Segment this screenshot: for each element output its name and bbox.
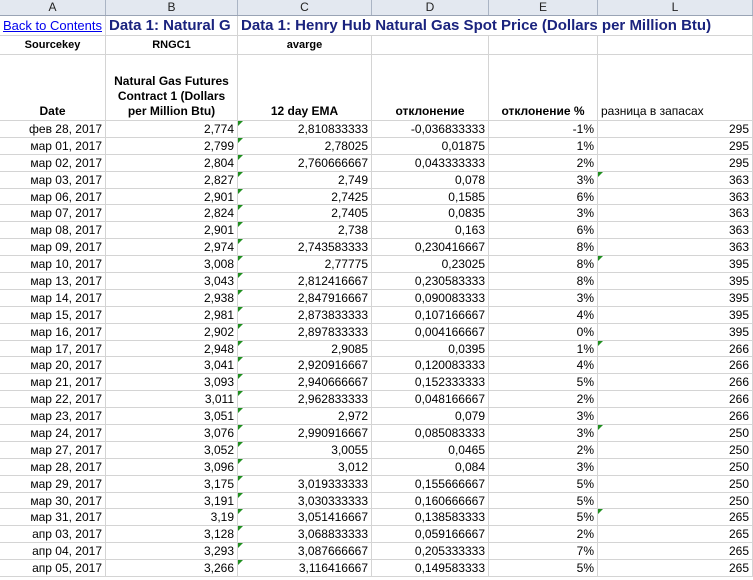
table-row <box>0 222 753 239</box>
cell-deviation-pct[interactable]: 2% <box>489 155 598 172</box>
cell-ema[interactable]: 3,087666667 <box>238 543 372 560</box>
data-rows <box>0 121 753 577</box>
cell-l2[interactable] <box>598 36 753 55</box>
header-price[interactable]: Natural Gas Futures Contract 1 (Dollars per Million Btu) <box>106 55 238 121</box>
row-headers <box>0 55 753 121</box>
cell-ema[interactable]: 3,116416667 <box>238 560 372 577</box>
table-row <box>0 526 753 543</box>
cell-storage-diff[interactable]: 266 <box>598 341 753 358</box>
cell-deviation-pct[interactable]: 2% <box>489 391 598 408</box>
cell-deviation-pct[interactable]: 7% <box>489 543 598 560</box>
table-row <box>0 442 753 459</box>
cell-c2[interactable]: avarge <box>238 36 372 55</box>
cell-date[interactable]: мар 02, 2017 <box>0 155 106 172</box>
cell-storage-diff[interactable]: 266 <box>598 357 753 374</box>
cell-ema[interactable]: 3,019333333 <box>238 476 372 493</box>
cell-deviation-pct[interactable]: 5% <box>489 560 598 577</box>
cell-e2[interactable] <box>489 36 598 55</box>
cell-deviation-pct[interactable]: 3% <box>489 172 598 189</box>
cell-ema[interactable]: 2,749 <box>238 172 372 189</box>
cell-price[interactable]: 3,052 <box>106 442 238 459</box>
cell-d2[interactable] <box>372 36 489 55</box>
cell-deviation-pct[interactable]: 2% <box>489 526 598 543</box>
cell-storage-diff[interactable]: 363 <box>598 189 753 206</box>
cell-deviation[interactable]: 0,23025 <box>372 256 489 273</box>
header-storage-diff[interactable]: разница в запасах <box>598 55 753 121</box>
cell-price[interactable]: 3,043 <box>106 273 238 290</box>
cell-storage-diff[interactable]: 250 <box>598 493 753 510</box>
cell-deviation[interactable]: 0,230416667 <box>372 239 489 256</box>
cell-price[interactable]: 3,093 <box>106 374 238 391</box>
cell-ema[interactable]: 3,012 <box>238 459 372 476</box>
cell-deviation-pct[interactable]: 3% <box>489 408 598 425</box>
column-header-l[interactable]: L <box>598 0 753 15</box>
cell-date[interactable]: мар 20, 2017 <box>0 357 106 374</box>
cell-deviation[interactable]: 0,152333333 <box>372 374 489 391</box>
cell-storage-diff[interactable]: 363 <box>598 239 753 256</box>
table-row <box>0 476 753 493</box>
cell-deviation[interactable]: 0,0835 <box>372 205 489 222</box>
cell-storage-diff[interactable]: 363 <box>598 205 753 222</box>
cell-storage-diff[interactable]: 250 <box>598 476 753 493</box>
cell-deviation[interactable]: 0,043333333 <box>372 155 489 172</box>
cell-date[interactable]: мар 29, 2017 <box>0 476 106 493</box>
cell-storage-diff[interactable]: 265 <box>598 509 753 526</box>
cell-deviation[interactable]: 0,1585 <box>372 189 489 206</box>
cell-deviation-pct[interactable]: 8% <box>489 273 598 290</box>
cell-date[interactable]: апр 04, 2017 <box>0 543 106 560</box>
table-row <box>0 459 753 476</box>
cell-c1[interactable]: Data 1: Henry Hub Natural Gas Spot Price (Dollars per Million Btu) <box>238 16 619 36</box>
cell-price[interactable]: 3,128 <box>106 526 238 543</box>
cell-ema[interactable]: 3,051416667 <box>238 509 372 526</box>
cell-deviation[interactable]: 0,0465 <box>372 442 489 459</box>
cell-price[interactable]: 2,901 <box>106 222 238 239</box>
cell-storage-diff[interactable]: 395 <box>598 307 753 324</box>
cell-date[interactable]: мар 27, 2017 <box>0 442 106 459</box>
cell-date[interactable]: мар 10, 2017 <box>0 256 106 273</box>
cell-b1[interactable]: Data 1: Natural G <box>106 16 238 36</box>
cell-date[interactable]: мар 23, 2017 <box>0 408 106 425</box>
cell-deviation[interactable]: 0,230583333 <box>372 273 489 290</box>
cell-deviation[interactable]: 0,004166667 <box>372 324 489 341</box>
cell-date[interactable]: мар 24, 2017 <box>0 425 106 442</box>
table-row <box>0 543 753 560</box>
cell-deviation-pct[interactable]: 2% <box>489 442 598 459</box>
table-row <box>0 290 753 307</box>
cell-ema[interactable]: 2,940666667 <box>238 374 372 391</box>
table-row <box>0 307 753 324</box>
cell-deviation-pct[interactable]: 3% <box>489 205 598 222</box>
table-row <box>0 341 753 358</box>
cell-date[interactable]: мар 06, 2017 <box>0 189 106 206</box>
cell-deviation[interactable]: 0,149583333 <box>372 560 489 577</box>
cell-deviation-pct[interactable]: 1% <box>489 341 598 358</box>
cell-deviation-pct[interactable]: 1% <box>489 138 598 155</box>
cell-deviation-pct[interactable]: 5% <box>489 509 598 526</box>
cell-deviation[interactable]: 0,059166667 <box>372 526 489 543</box>
cell-ema[interactable]: 2,9085 <box>238 341 372 358</box>
cell-price[interactable]: 2,774 <box>106 121 238 138</box>
cell-price[interactable]: 2,824 <box>106 205 238 222</box>
cell-date[interactable]: мар 01, 2017 <box>0 138 106 155</box>
cell-ema[interactable]: 2,810833333 <box>238 121 372 138</box>
table-row <box>0 493 753 510</box>
column-header-b[interactable]: B <box>106 0 238 15</box>
table-row <box>0 239 753 256</box>
cell-deviation-pct[interactable]: 5% <box>489 374 598 391</box>
cell-storage-diff[interactable]: 395 <box>598 256 753 273</box>
cell-ema[interactable]: 2,7405 <box>238 205 372 222</box>
cell-deviation[interactable]: 0,079 <box>372 408 489 425</box>
cell-ema[interactable]: 2,897833333 <box>238 324 372 341</box>
cell-storage-diff[interactable]: 266 <box>598 408 753 425</box>
cell-ema[interactable]: 3,030333333 <box>238 493 372 510</box>
cell-ema[interactable]: 2,78025 <box>238 138 372 155</box>
cell-ema[interactable]: 2,972 <box>238 408 372 425</box>
cell-storage-diff[interactable]: 395 <box>598 273 753 290</box>
cell-price[interactable]: 3,051 <box>106 408 238 425</box>
cell-deviation[interactable]: 0,0395 <box>372 341 489 358</box>
cell-ema[interactable]: 2,743583333 <box>238 239 372 256</box>
row-title <box>0 16 753 36</box>
table-row <box>0 374 753 391</box>
cell-deviation-pct[interactable]: -1% <box>489 121 598 138</box>
cell-deviation-pct[interactable]: 8% <box>489 239 598 256</box>
cell-deviation[interactable]: 0,107166667 <box>372 307 489 324</box>
table-row <box>0 408 753 425</box>
table-row <box>0 391 753 408</box>
table-row <box>0 256 753 273</box>
cell-deviation[interactable]: 0,120083333 <box>372 357 489 374</box>
cell-price[interactable]: 2,948 <box>106 341 238 358</box>
header-date[interactable]: Date <box>0 55 106 121</box>
cell-deviation[interactable]: 0,160666667 <box>372 493 489 510</box>
cell-deviation[interactable]: 0,048166667 <box>372 391 489 408</box>
cell-price[interactable]: 3,266 <box>106 560 238 577</box>
cell-storage-diff[interactable]: 266 <box>598 391 753 408</box>
cell-ema[interactable]: 2,812416667 <box>238 273 372 290</box>
table-row <box>0 138 753 155</box>
cell-date[interactable]: мар 31, 2017 <box>0 509 106 526</box>
cell-deviation-pct[interactable]: 4% <box>489 357 598 374</box>
cell-storage-diff[interactable]: 265 <box>598 526 753 543</box>
table-row <box>0 189 753 206</box>
cell-b2[interactable]: RNGC1 <box>106 36 238 55</box>
cell-deviation[interactable]: 0,163 <box>372 222 489 239</box>
cell-price[interactable]: 2,938 <box>106 290 238 307</box>
cell-storage-diff[interactable]: 250 <box>598 459 753 476</box>
table-row <box>0 205 753 222</box>
cell-date[interactable]: мар 21, 2017 <box>0 374 106 391</box>
cell-ema[interactable]: 2,920916667 <box>238 357 372 374</box>
header-ema[interactable]: 12 day EMA <box>238 55 372 121</box>
cell-deviation-pct[interactable]: 5% <box>489 476 598 493</box>
cell-price[interactable]: 2,804 <box>106 155 238 172</box>
cell-ema[interactable]: 2,760666667 <box>238 155 372 172</box>
cell-deviation-pct[interactable]: 0% <box>489 324 598 341</box>
cell-storage-diff[interactable]: 395 <box>598 324 753 341</box>
cell-deviation-pct[interactable]: 3% <box>489 425 598 442</box>
cell-storage-diff[interactable]: 363 <box>598 222 753 239</box>
cell-deviation-pct[interactable]: 8% <box>489 256 598 273</box>
cell-date[interactable]: апр 05, 2017 <box>0 560 106 577</box>
cell-deviation[interactable]: -0,036833333 <box>372 121 489 138</box>
cell-ema[interactable]: 2,7425 <box>238 189 372 206</box>
header-deviation-pct[interactable]: отклонение % <box>489 55 598 121</box>
cell-storage-diff[interactable]: 363 <box>598 172 753 189</box>
cell-ema[interactable]: 2,77775 <box>238 256 372 273</box>
cell-price[interactable]: 2,902 <box>106 324 238 341</box>
back-to-contents-link[interactable]: Back to Contents <box>3 18 102 33</box>
cell-deviation[interactable]: 0,084 <box>372 459 489 476</box>
cell-deviation-pct[interactable]: 4% <box>489 307 598 324</box>
table-row <box>0 509 753 526</box>
cell-deviation-pct[interactable]: 3% <box>489 459 598 476</box>
cell-storage-diff[interactable]: 250 <box>598 425 753 442</box>
cell-price[interactable]: 2,974 <box>106 239 238 256</box>
cell-price[interactable]: 3,041 <box>106 357 238 374</box>
cell-date[interactable]: мар 15, 2017 <box>0 307 106 324</box>
cell-storage-diff[interactable]: 395 <box>598 290 753 307</box>
cell-ema[interactable]: 2,962833333 <box>238 391 372 408</box>
column-header-bar <box>0 0 753 16</box>
cell-date[interactable]: мар 14, 2017 <box>0 290 106 307</box>
cell-a2[interactable]: Sourcekey <box>0 36 106 55</box>
cell-deviation-pct[interactable]: 6% <box>489 189 598 206</box>
cell-price[interactable]: 3,191 <box>106 493 238 510</box>
cell-deviation[interactable]: 0,155666667 <box>372 476 489 493</box>
cell-deviation-pct[interactable]: 5% <box>489 493 598 510</box>
cell-date[interactable]: мар 07, 2017 <box>0 205 106 222</box>
cell-deviation-pct[interactable]: 6% <box>489 222 598 239</box>
cell-date[interactable]: мар 17, 2017 <box>0 341 106 358</box>
cell-deviation[interactable]: 0,01875 <box>372 138 489 155</box>
table-row <box>0 357 753 374</box>
cell-a1[interactable] <box>0 16 106 36</box>
cell-date[interactable]: мар 13, 2017 <box>0 273 106 290</box>
cell-ema[interactable]: 3,0055 <box>238 442 372 459</box>
cell-date[interactable]: фев 28, 2017 <box>0 121 106 138</box>
cell-grid <box>0 16 753 577</box>
cell-deviation[interactable]: 0,090083333 <box>372 290 489 307</box>
cell-storage-diff[interactable]: 265 <box>598 543 753 560</box>
header-deviation[interactable]: отклонение <box>372 55 489 121</box>
cell-price[interactable]: 3,293 <box>106 543 238 560</box>
column-header-d[interactable]: D <box>372 0 489 15</box>
cell-storage-diff[interactable]: 250 <box>598 442 753 459</box>
cell-price[interactable]: 2,981 <box>106 307 238 324</box>
cell-ema[interactable]: 2,990916667 <box>238 425 372 442</box>
column-header-a[interactable]: A <box>0 0 106 15</box>
table-row <box>0 273 753 290</box>
cell-deviation-pct[interactable]: 3% <box>489 290 598 307</box>
cell-date[interactable]: мар 28, 2017 <box>0 459 106 476</box>
cell-storage-diff[interactable]: 295 <box>598 121 753 138</box>
cell-ema[interactable]: 2,738 <box>238 222 372 239</box>
cell-date[interactable]: мар 16, 2017 <box>0 324 106 341</box>
column-header-e[interactable]: E <box>489 0 598 15</box>
cell-ema[interactable]: 3,068833333 <box>238 526 372 543</box>
cell-date[interactable]: мар 09, 2017 <box>0 239 106 256</box>
cell-deviation[interactable]: 0,138583333 <box>372 509 489 526</box>
row-sourcekey <box>0 36 753 55</box>
table-row <box>0 560 753 577</box>
table-row <box>0 324 753 341</box>
cell-storage-diff[interactable]: 265 <box>598 560 753 577</box>
cell-storage-diff[interactable]: 266 <box>598 374 753 391</box>
cell-price[interactable]: 3,076 <box>106 425 238 442</box>
cell-storage-diff[interactable]: 295 <box>598 155 753 172</box>
cell-date[interactable]: мар 03, 2017 <box>0 172 106 189</box>
cell-l1[interactable] <box>619 16 753 36</box>
cell-ema[interactable]: 2,847916667 <box>238 290 372 307</box>
cell-deviation[interactable]: 0,078 <box>372 172 489 189</box>
table-row <box>0 425 753 442</box>
cell-price[interactable]: 3,011 <box>106 391 238 408</box>
column-header-c[interactable]: C <box>238 0 372 15</box>
cell-ema[interactable]: 2,873833333 <box>238 307 372 324</box>
cell-price[interactable]: 2,901 <box>106 189 238 206</box>
cell-price[interactable]: 3,19 <box>106 509 238 526</box>
cell-price[interactable]: 2,799 <box>106 138 238 155</box>
cell-price[interactable]: 3,096 <box>106 459 238 476</box>
cell-price[interactable]: 3,175 <box>106 476 238 493</box>
cell-date[interactable]: апр 03, 2017 <box>0 526 106 543</box>
table-row <box>0 155 753 172</box>
cell-price[interactable]: 3,008 <box>106 256 238 273</box>
cell-deviation[interactable]: 0,205333333 <box>372 543 489 560</box>
cell-price[interactable]: 2,827 <box>106 172 238 189</box>
cell-date[interactable]: мар 08, 2017 <box>0 222 106 239</box>
cell-date[interactable]: мар 22, 2017 <box>0 391 106 408</box>
cell-deviation[interactable]: 0,085083333 <box>372 425 489 442</box>
table-row <box>0 121 753 138</box>
cell-storage-diff[interactable]: 295 <box>598 138 753 155</box>
cell-date[interactable]: мар 30, 2017 <box>0 493 106 510</box>
table-row <box>0 172 753 189</box>
